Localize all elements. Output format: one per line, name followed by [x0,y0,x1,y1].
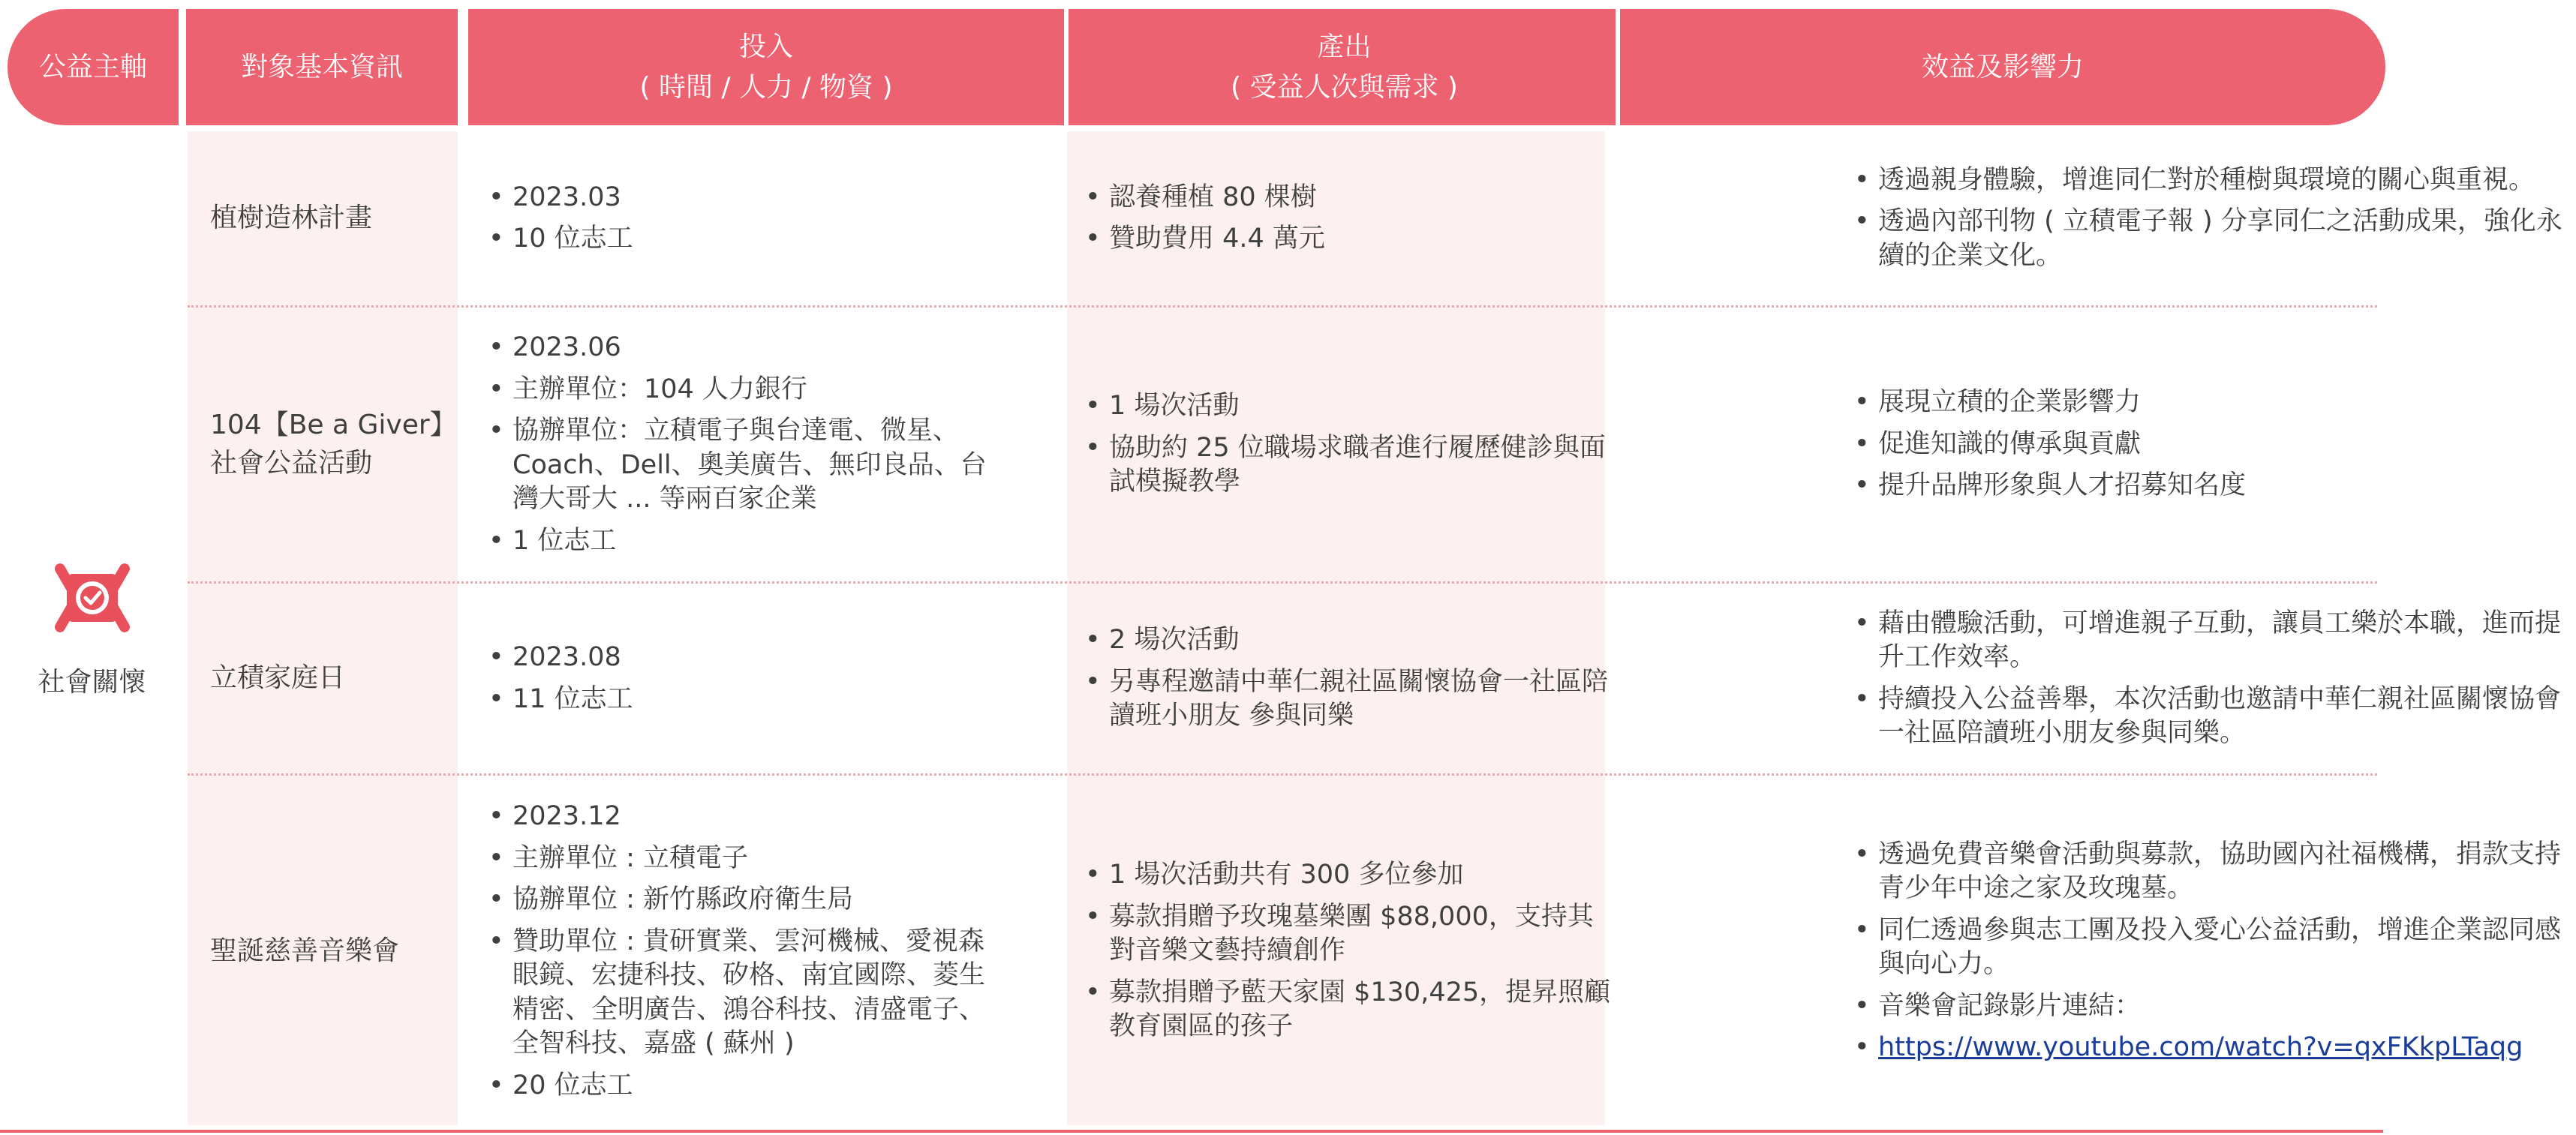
header-theme [8,9,179,125]
list-item: • 主辦單位 : 立積電子 [484,842,1000,876]
output-cell [1081,131,1921,305]
list-item: • 主辦單位：104 人力銀行 [484,373,1000,407]
list-item: • 20 位志工 [484,1069,1000,1103]
table-row [188,776,2562,1127]
header-output [1064,9,1620,125]
list-item: • 2 場次活動 [1081,623,1619,658]
list-item: • 藉由體驗活動，可增進親子互動，讓員工樂於本職，進而提升工作效率。 [1850,607,2576,675]
list-item: • 11 位志工 [484,683,1000,717]
target-name: 聖誕慈善音樂會 [210,935,400,966]
theme-label: 社會關懷 [38,666,146,698]
target-cell [210,776,458,1127]
header-output-subtitle: ( 受益人次與需求 ) [1231,71,1458,103]
list-item: • 2023.12 [484,800,1000,834]
theme-cell [8,131,176,1123]
list-item: • 音樂會記錄影片連結： [1850,989,2576,1024]
header-target-label: 對象基本資訊 [240,51,403,83]
target-name: 植樹造林計畫 [210,202,373,233]
impact-cell [1850,776,2562,1127]
list-item: • 協辦單位 : 新竹縣政府衛生局 [484,883,1000,917]
header-target [186,9,458,125]
list-item: • 持續投入公益善舉，本次活動也邀請中華仁親社區關懷協會一社區陪讀班小朋友參與同樂。 [1850,683,2576,751]
list-item: • 1 場次活動共有 300 多位參加 [1081,858,1619,893]
list-item: • 協助約 25 位職場求職者進行履歷健診與面試模擬教學 [1081,431,1619,500]
header-impact-label: 效益及影響力 [1921,51,2084,83]
list-item: • 2023.03 [484,181,1000,215]
list-item: • 另專程邀請中華仁親社區關懷協會一社區陪讀班小朋友 參與同樂 [1081,665,1619,734]
header-impact [1616,9,2385,125]
list-item: • 1 場次活動 [1081,389,1619,424]
target-name: 立積家庭日 [210,662,346,694]
list-item: • 促進知識的傳承與貢獻 [1850,428,2576,462]
target-cell [210,584,458,773]
output-cell [1081,584,1921,773]
bottom-rule [0,1130,2383,1133]
header-output-title: 產出 [1317,31,1372,62]
list-item: • 贊助費用 4.4 萬元 [1081,222,1619,257]
output-cell [1081,776,1921,1127]
list-item: • 認養種植 80 棵樹 [1081,181,1619,215]
header-input-title: 投入 [738,31,793,62]
list-item [1850,1031,2576,1065]
target-name: 104【Be a Giver】 [210,410,457,441]
header-input-subtitle: ( 時間 / 人力 / 物資 ) [639,71,893,103]
list-item: • 提升品牌形象與人才招募知名度 [1850,469,2576,503]
list-item: • 透過內部刊物 ( 立積電子報 ) 分享同仁之活動成果，強化永續的企業文化。 [1850,205,2576,273]
header-theme-label: 公益主軸 [38,51,147,83]
video-link[interactable]: https://www.youtube.com/watch?v=qxFKkpLTaqg [1878,1032,2523,1062]
output-cell [1081,308,1921,581]
impact-cell [1850,131,2562,305]
list-item: • 2023.06 [484,331,1000,365]
list-item: • 贊助單位 : 貴研實業、雲河機械、愛視森眼鏡、宏捷科技、矽格、南宜國際、菱生精密、全明廣告、鴻谷科技、清盛電子、全智科技、嘉盛 ( 蘇州 ) [484,925,1000,1061]
list-item: • 1 位志工 [484,524,1000,559]
list-item: • 展現立積的企業影響力 [1850,386,2576,420]
table-row [188,131,2562,305]
list-item: • 10 位志工 [484,222,1000,257]
table-row [188,308,2377,581]
impact-cell [1850,308,2555,581]
target-name: 社會公益活動 [210,447,373,479]
hands-heart-check-icon [52,556,133,640]
list-item: • 募款捐贈予藍天家園 $130,425，提昇照顧教育園區的孩子 [1081,976,1619,1044]
list-item: • 同仁透過參與志工團及投入愛心公益活動，增進企業認同感與向心力。 [1850,914,2576,982]
table-row [188,584,2562,773]
impact-cell [1850,584,2562,773]
target-cell [210,131,458,305]
list-item: • 2023.08 [484,641,1000,675]
list-item: • 透過親身體驗，增進同仁對於種樹與環境的關心與重視。 [1850,164,2576,198]
target-cell [210,308,458,581]
list-item: • 透過免費音樂會活動與募款，協助國內社福機構，捐款支持青少年中途之家及玫瑰墓。 [1850,838,2576,906]
list-item: • 協辦單位：立積電子與台達電、微星、Coach、Dell、奧美廣告、無印良品、台灣大哥大 ... 等兩百家企業 [484,414,1000,517]
header-input [468,9,1064,125]
list-item: • 募款捐贈予玫瑰墓樂團 $88,000，支持其對音樂文藝持續創作 [1081,900,1619,968]
